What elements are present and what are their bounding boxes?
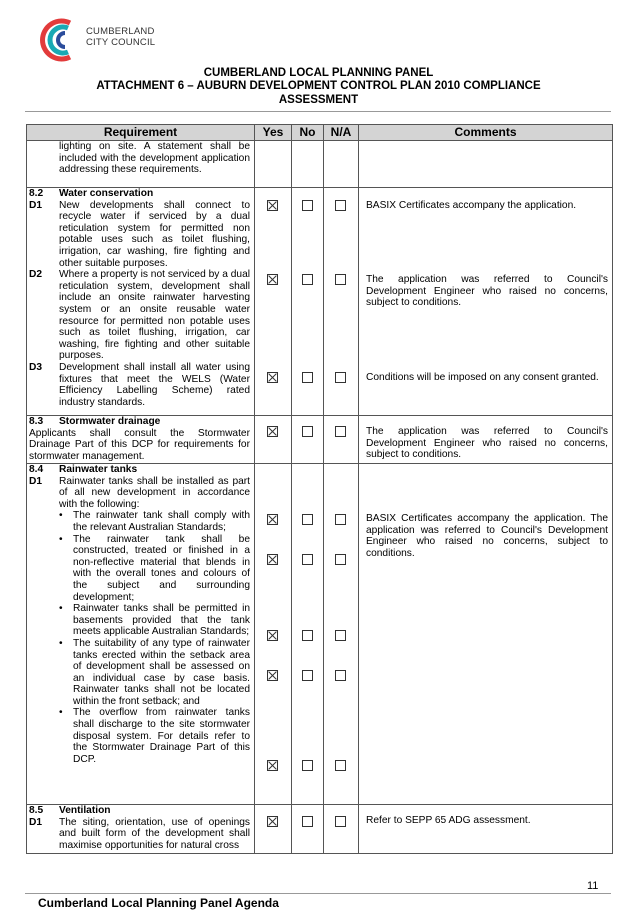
table-row <box>27 188 613 416</box>
section-number: 8.5 <box>29 805 44 816</box>
requirement-code: D3 <box>29 361 43 373</box>
requirement-code: D1 <box>29 475 43 487</box>
yes-checkbox[interactable] <box>267 274 278 285</box>
bullet-text: The overflow from rainwater tanks shall discharge to the site stormwater disposal system. For details refer to the Stormwater Drainage Part of this DCP. <box>73 707 250 765</box>
list-item: • Rainwater tanks shall be permitted in basements provided that the tank meets applicable Australian Standards; <box>59 603 250 638</box>
header-requirement: Requirement <box>27 125 255 141</box>
footer-text: Cumberland Local Planning Panel Agenda <box>38 896 279 910</box>
comment-8-4: BASIX Certificates accompany the application. The application was referred to Council's Development Engineer who raised no concerns, subject to conditions. <box>366 513 608 559</box>
table-row <box>27 464 613 805</box>
requirement-d1 <box>29 476 250 511</box>
section-title: Water conservation <box>59 188 154 199</box>
no-checkbox[interactable] <box>302 372 313 383</box>
comment-8-5: Refer to SEPP 65 ADG assessment. <box>366 815 531 826</box>
header-na: N/A <box>324 125 359 141</box>
na-checkbox[interactable] <box>335 426 346 437</box>
yes-checkbox[interactable] <box>267 630 278 641</box>
requirement-code: D1 <box>29 199 43 211</box>
no-checkbox[interactable] <box>302 630 313 641</box>
requirement-text: Rainwater tanks shall be installed as part of all new development in accordance with the following: <box>59 475 250 510</box>
comment-d1: BASIX Certificates accompany the application. <box>366 200 577 211</box>
table-row <box>27 416 613 464</box>
section-number: 8.2 <box>29 188 44 199</box>
doc-title-line2: ATTACHMENT 6 – AUBURN DEVELOPMENT CONTROL PLAN 2010 COMPLIANCE <box>96 80 541 92</box>
header-comments: Comments <box>359 125 613 141</box>
table-header-row <box>27 125 613 141</box>
footer-divider <box>25 893 611 894</box>
requirement-text: The siting, orientation, use of openings and built form of the development shall maximise opportunities for natural cross <box>59 816 250 851</box>
na-checkbox[interactable] <box>335 816 346 827</box>
no-checkbox[interactable] <box>302 816 313 827</box>
comment-d3: Conditions will be imposed on any consent granted. <box>366 372 599 383</box>
list-item: • The rainwater tank shall be constructed, treated or finished in a non-reflective material that blends in with the overall tones and colours of the subject and surrounding development; <box>59 533 250 603</box>
requirement-text: Applicants shall consult the Stormwater Drainage Part of this DCP for requirements for stormwater management. <box>29 427 250 462</box>
table-row <box>27 141 613 188</box>
bullet-text: Rainwater tanks shall be permitted in basements provided that the tank meets applicable Australian Standards; <box>73 603 250 638</box>
no-checkbox[interactable] <box>302 670 313 681</box>
section-title: Stormwater drainage <box>59 416 161 427</box>
na-checkbox[interactable] <box>335 372 346 383</box>
continued-text: lighting on site. A statement shall be included with the development application addressing these requirements. <box>59 141 250 176</box>
section-number: 8.3 <box>29 416 44 427</box>
yes-checkbox[interactable] <box>267 554 278 565</box>
comment-d2: The application was referred to Council's Development Engineer who raised no concerns, subject to conditions. <box>366 274 608 309</box>
yes-checkbox[interactable] <box>267 514 278 525</box>
yes-checkbox[interactable] <box>267 760 278 771</box>
yes-checkbox[interactable] <box>267 670 278 681</box>
list-item: • The rainwater tank shall comply with the relevant Australian Standards; <box>59 510 250 533</box>
requirement-code: D1 <box>29 816 43 828</box>
requirement-d1 <box>29 817 250 852</box>
section-8-5-heading <box>29 805 250 817</box>
section-8-4-heading <box>29 464 250 476</box>
requirement-text: Development shall install all water using fixtures that meet the WELS (Water Efficiency Labelling Scheme) rated industry standards. <box>59 361 250 408</box>
no-checkbox[interactable] <box>302 514 313 525</box>
na-checkbox[interactable] <box>335 274 346 285</box>
na-checkbox[interactable] <box>335 760 346 771</box>
section-title: Rainwater tanks <box>59 464 138 475</box>
doc-title-line3: ASSESSMENT <box>278 94 359 106</box>
section-8-3-heading <box>29 416 250 428</box>
council-logo-mark <box>36 14 80 66</box>
no-checkbox[interactable] <box>302 426 313 437</box>
bullet-text: The suitability of any type of rainwater tanks erected within the setback area of development shall be assessed on an individual case by case basis. Rainwater tanks shall not be located within the front setback; and <box>73 637 250 707</box>
requirement-text: Where a property is not serviced by a dual reticulation system, development shall include an onsite rainwater harvesting system or an onsite reusable water resource for permitted non potable uses such as toilet flushing, irrigation, car washing, fire fighting and other suitable purposes. <box>59 269 250 362</box>
na-checkbox[interactable] <box>335 514 346 525</box>
section-number: 8.4 <box>29 464 44 475</box>
na-checkbox[interactable] <box>335 554 346 565</box>
header-no: No <box>292 125 324 141</box>
comment-8-3: The application was referred to Council's Development Engineer who raised no concerns, subject to conditions. <box>366 426 608 461</box>
list-item: • The overflow from rainwater tanks shall discharge to the site stormwater disposal system. For details refer to the Stormwater Drainage Part of this DCP. <box>59 707 250 765</box>
list-item: • The suitability of any type of rainwater tanks erected within the setback area of development shall be assessed on an individual case by case basis. Rainwater tanks shall not be located within the front setback; and <box>59 637 250 707</box>
requirement-d1 <box>29 200 250 270</box>
no-checkbox[interactable] <box>302 274 313 285</box>
section-title: Ventilation <box>59 805 111 816</box>
requirement-text: New developments shall connect to recycle water if serviced by a dual reticulation system for permitted non potable uses such as toilet flushing, irrigation, car washing, fire fighting and other suitable purposes. <box>59 199 250 269</box>
na-checkbox[interactable] <box>335 670 346 681</box>
yes-checkbox[interactable] <box>267 372 278 383</box>
doc-title-line1: CUMBERLAND LOCAL PLANNING PANEL <box>203 67 434 79</box>
na-checkbox[interactable] <box>335 200 346 211</box>
logo-line2: CITY COUNCIL <box>86 37 156 48</box>
logo-text <box>86 26 155 48</box>
yes-checkbox[interactable] <box>267 200 278 211</box>
page-number: 11 <box>587 880 599 892</box>
no-checkbox[interactable] <box>302 200 313 211</box>
na-checkbox[interactable] <box>335 630 346 641</box>
yes-checkbox[interactable] <box>267 426 278 437</box>
council-logo <box>36 14 196 66</box>
no-checkbox[interactable] <box>302 760 313 771</box>
bullet-text: The rainwater tank shall comply with the relevant Australian Standards; <box>73 510 250 533</box>
requirement-d3 <box>29 362 250 408</box>
yes-checkbox[interactable] <box>267 816 278 827</box>
compliance-table <box>26 124 613 854</box>
table-row <box>27 805 613 854</box>
header-yes: Yes <box>255 125 292 141</box>
requirement-d2 <box>29 269 250 362</box>
logo-line1: CUMBERLAND <box>86 26 155 37</box>
requirement-code: D2 <box>29 269 43 281</box>
header-divider <box>25 111 611 112</box>
bullet-text: The rainwater tank shall be constructed, treated or finished in a non-reflective material that blends in with the overall tones and colours of the subject and surrounding development; <box>73 533 250 603</box>
no-checkbox[interactable] <box>302 554 313 565</box>
section-8-2-heading <box>29 188 250 200</box>
